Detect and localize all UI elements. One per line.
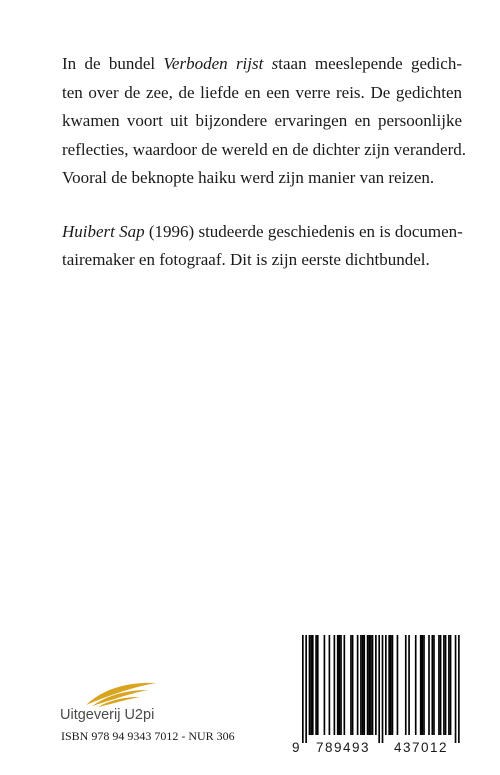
blurb-text: taan meeslepende gedich- xyxy=(278,54,462,73)
barcode-bar xyxy=(315,635,317,735)
barcode-bar xyxy=(375,635,377,735)
barcode-bar xyxy=(458,635,460,743)
blurb-text: In de bundel xyxy=(62,54,164,73)
blurb-line: kwamen voort uit bijzondere ervaringen en persoonlijke xyxy=(62,111,462,130)
barcode-bar xyxy=(382,635,384,743)
barcode-digits xyxy=(290,740,468,760)
barcode-bar xyxy=(352,635,354,735)
blurb-line xyxy=(62,50,462,79)
barcode-bar xyxy=(422,635,424,735)
barcode-bar xyxy=(367,635,369,735)
barcode-bar xyxy=(372,635,374,735)
blurb-line: reflecties, waardoor de wereld en de dichter zijn veranderd. xyxy=(62,139,467,159)
barcode-bar xyxy=(433,635,435,735)
barcode-bar xyxy=(420,635,422,735)
barcode-bar xyxy=(423,635,425,735)
barcode-bar xyxy=(360,635,362,735)
barcode-bar xyxy=(408,635,410,735)
barcode-first-digit: 9 xyxy=(292,740,300,755)
author-name: Huibert Sap xyxy=(62,221,145,241)
barcode-bar xyxy=(329,635,331,735)
barcode-bar xyxy=(312,635,314,735)
barcode-bar xyxy=(445,635,447,735)
barcode-bar xyxy=(388,635,390,735)
barcode-bar xyxy=(455,635,457,743)
barcode-bar xyxy=(415,635,417,735)
blurb-line: Vooral de beknopte haiku werd zijn manier van reizen. xyxy=(62,168,435,187)
blurb-line xyxy=(62,218,462,247)
barcode-right-group: 437012 xyxy=(394,740,449,755)
barcode-bar xyxy=(450,635,452,735)
barcode-bar xyxy=(405,635,407,735)
barcode-bar xyxy=(317,635,319,735)
barcode-bar xyxy=(370,635,372,735)
barcode-bar xyxy=(309,635,311,735)
barcode-bar xyxy=(397,635,399,735)
blurb-paragraph-2 xyxy=(62,218,462,275)
barcode-bars xyxy=(290,635,468,743)
blurb-paragraph-1 xyxy=(62,50,467,193)
barcode-bar xyxy=(340,635,342,735)
barcode-bar xyxy=(337,635,339,735)
blurb-line: ten over de zee, de liefde en een verre reis. De gedichten xyxy=(62,82,462,102)
barcode-bar xyxy=(339,635,341,735)
barcode-bar xyxy=(363,635,365,735)
publisher-name: Uitgeverij U2pi xyxy=(60,707,155,723)
blurb-text: (1996) studeerde geschiedenis en is documen- xyxy=(144,221,463,241)
barcode-bar xyxy=(378,635,380,743)
barcode-bar xyxy=(428,635,430,735)
barcode-bar xyxy=(390,635,392,735)
barcode-bar xyxy=(334,635,336,735)
wing-icon xyxy=(82,680,162,710)
barcode-bar xyxy=(438,635,440,735)
barcode-bar xyxy=(362,635,364,735)
barcode-bar xyxy=(431,635,433,735)
blurb-line: tairemaker en fotograaf. Dit is zijn eerste dichtbundel. xyxy=(62,250,430,269)
barcode-bar xyxy=(357,635,359,735)
back-cover-blurb xyxy=(62,50,467,275)
barcode-bar xyxy=(350,635,352,735)
barcode-bar xyxy=(344,635,346,735)
isbn-nur-line: ISBN 978 94 9343 7012 - NUR 306 xyxy=(61,729,235,743)
isbn-barcode xyxy=(290,635,468,755)
barcode-left-group: 789493 xyxy=(316,740,371,755)
barcode-bar xyxy=(440,635,442,735)
barcode-bar xyxy=(324,635,326,735)
publisher-logo xyxy=(60,680,180,730)
barcode-bar xyxy=(443,635,445,735)
barcode-bar xyxy=(310,635,312,735)
book-title: Verboden rijst s xyxy=(163,54,279,73)
barcode-bar xyxy=(368,635,370,735)
barcode-bar xyxy=(385,635,387,735)
barcode-bar xyxy=(305,635,307,743)
barcode-bar xyxy=(392,635,394,735)
barcode-bar xyxy=(302,635,304,743)
barcode-bar xyxy=(448,635,450,735)
